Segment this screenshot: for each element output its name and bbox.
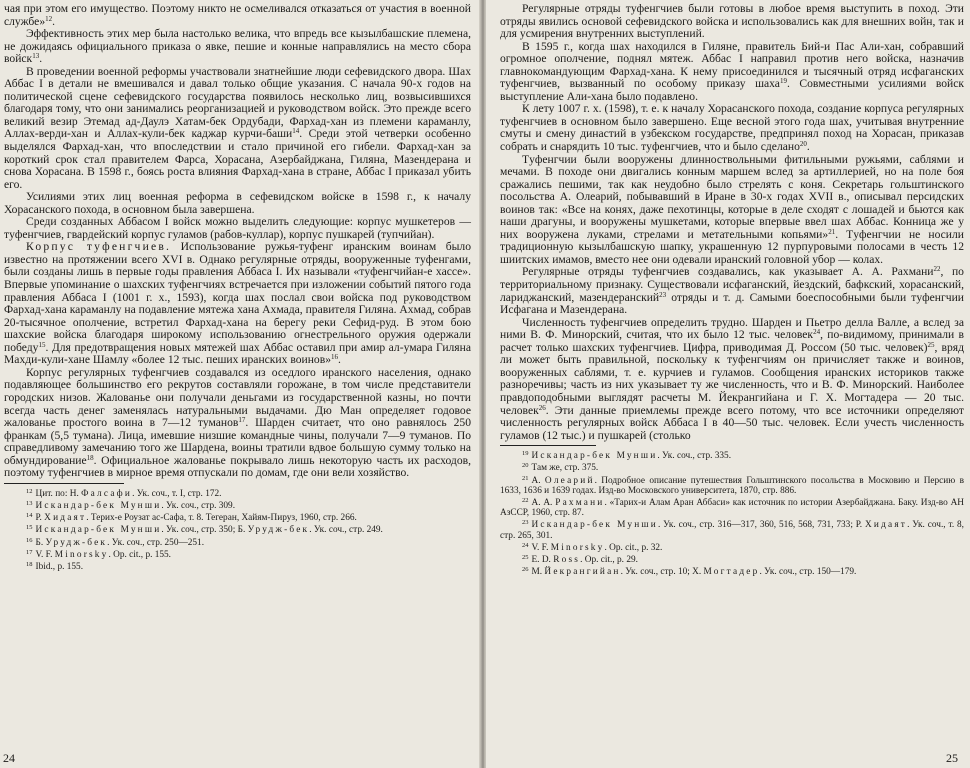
- footnote: [4, 536, 471, 548]
- footnote-text: Искандар-бек Мунши. Ук. соч., стр. 309.: [35, 500, 236, 511]
- footnote-number: 22: [522, 496, 529, 504]
- footnote-text: А. Олеарий. Подробное описание путешествия Гольштинского посольства в Московию и Персию в 1633, 1636 и 1639 годах. Изд-во Московского университета, 1870, стр. 886.: [500, 475, 964, 496]
- right-footnote-rule: [500, 445, 596, 446]
- footnote-text: М. Йекрангийан. Ук. соч., стр. 10; Х. Могтадер. Ук. соч., стр. 150—179.: [531, 567, 857, 578]
- footnote-number: 25: [522, 553, 529, 561]
- left-body-text: [4, 3, 471, 480]
- footnote-number: 19: [522, 450, 529, 458]
- footnote-text: Ibid., p. 155.: [35, 562, 84, 572]
- footnote: [500, 461, 964, 473]
- right-body-text: [500, 3, 964, 442]
- footnote-text: V. F. Minorsky. Op. cit., p. 32.: [531, 542, 663, 553]
- paragraph: Тyфенгчии были вооружены длинноствольными фитильными ружьями, саблями и мечами. В походе они двигались конным маршем вслед за артиллерией, но на поле боя сражались пешими, так как неудобно было стрелять с коня. Секретарь гольштинского посольства А. Олеарий, побывавший в Иране в 30-х годах XVII в., описывал персидских воинов так: «Все на конях, даже пехотинцы, которые в деле сходят с лошадей и бьются как наши драгуны, и вооружены мушкетами, которые впервые ввел шах Аббас. Конница же у них вооружена луками, стрелами и метательными копьями»$^{21}$. Тyфенгчии не носили традиционную кызылбашскую шапку, украшенную 12 пурпуровыми полосами в честь 12 шиитских имамов, вместо нее они одевали иранский головной убор — колах.: [500, 152, 964, 266]
- footnote-number: 26: [522, 566, 529, 574]
- paragraph: чая при этом его имущество. Поэтому никто не осмеливался отказаться от участия в военной службе»$^{12}$.: [4, 2, 471, 28]
- footnote-text: Цит. по: Н. Фалсафи. Ук. соч., т. I, стр. 172.: [35, 488, 222, 499]
- footnote: [500, 565, 964, 577]
- footnote-text: Р. Хидаят. Терих-е Роузат ас-Сафа, т. 8. Тегеран, Хайям-Пируз, 1960, стр. 266.: [35, 513, 357, 524]
- paragraph: Регулярные отряды тyфенгчиев создавались, как указывает А. А. Рахмани$^{22}$, по территориальному признаку. Существовали исфаганский, йездский, бафкский, хорасанский, лариджанский, мазендеранский$^{23}$ отряды и т. д. Самыми боеспособными были тyфенгчии Исфагана и Мазендерана.: [500, 265, 965, 317]
- footnote-text: Искандар-бек Мунши. Ук. соч., стр. 316—317, 360, 516, 568, 731, 733; Р. Хидаят. Ук. соч., т. 8, стр. 265, 301.: [500, 520, 964, 541]
- paragraph: В 1595 г., когда шах находился в Гиляне, правитель Бий-и Пас Али-хан, собравший огромное ополчение, поднял мятеж. Аббас I направил против него войска, назначив главнокомандующим Фархад-хана. К нему присоединился и тысячный отряд исфаганских тyфенгчиев, вызванный по особому приказу шаха$^{19}$. Совместными усилиями войск выступление Али-хана было подавлено.: [500, 39, 964, 103]
- left-footnotes: [4, 487, 471, 572]
- right-footnotes: [500, 449, 964, 577]
- footnote: [4, 487, 471, 499]
- right-page: [486, 0, 970, 768]
- footnote-text: Там же, стр. 375.: [531, 463, 599, 474]
- footnote-number: 20: [522, 462, 529, 470]
- footnote-number: 13: [26, 499, 33, 507]
- paragraph: Корпус тyфенгчиев. Использование ружья-тyфенг иранским воинам было известно на протяжении всего XVI в. Однако регулярные отряды, вооруженные тyфенгами, были созданы лишь в первые годы правления Аббаса I. Их называли «тyфенгчийан-е хассе». Впервые упоминание о шахских тyфенгчиях встречается при изложении событий пятого года правления Аббаса I (1001 г. х., 1593), когда шах послал свои войска под руководством Фархад-хана караманлу на подавление мятежа хана Ахмада, правителя Гиляна. Ахмад, собрав 20-тысячное ополчение, встретил Фархад-хана на берегу реки Сефид-руд. В этом бою шахские войска благодаря широкому использованию огнестрельного оружия одержали победу$^{15}$. Для предотвращения новых мятежей шах Аббас оставил при амир ал-умара Гиляна Махди-кули-хане Шамлу «более 12 тыс. пеших иранских воинов»$^{16}$.: [4, 240, 471, 367]
- footnote-number: 23: [522, 519, 529, 527]
- footnote-number: 15: [26, 524, 33, 532]
- footnote-text: Б. Урудж-бек. Ук. соч., стр. 250—251.: [35, 537, 205, 548]
- paragraph: Усилиями этих лиц военная реформа в сефевидском войске в 1598 г., к началу Хорасанского похода, в основном была завершена.: [4, 190, 471, 216]
- paragraph: Корпус регулярных тyфенгчиев создавался из оседлого иранского населения, однако подавляющее большинство его рекрутов составляли горожане, в том числе представители городских низов. Жалованье они получали деньгами из государственной казны, но почти всегда часть денег заменялась натуральными выдачами. Дю Ман определяет годовое жалованье простого воина в 7—12 туманов$^{17}$. Шарден считает, что оно равнялось 250 франкам (5,5 тумана). Лица, имевшие низшие командные чины, получали 7—9 туманов. По справедливому замечанию того же Шардена, воины тратили вдвое большую сумму только на обмундирование$^{18}$. Официальное жалованье покрывало лишь некоторую часть их расходов, поэтому тyфенгчиев в мирное время отпускали по домам, где они вели хозяйство.: [4, 365, 471, 480]
- left-footnote-rule: [4, 483, 124, 484]
- footnote: [4, 511, 471, 523]
- right-page-number: 25: [946, 751, 958, 765]
- footnote: [500, 553, 964, 565]
- paragraph: К лету 1007 г. х. (1598), т. е. к началу Хорасанского похода, создание корпуса регулярных тyфенгчиев в основном было завершено. Еще весной этого года шах, учитывая внутренние смуты и смену династий в узбекском государстве, предпринял поход на Хорасан, приказав собрать и снарядить 10 тыс. тyфенгчиев, что и было сделано$^{20}$.: [500, 102, 964, 154]
- footnote: [4, 548, 471, 560]
- footnote-number: 14: [26, 512, 33, 520]
- paragraph: В проведении военной реформы участвовали знатнейшие люди сефевидского двора. Шах Аббас I в детали не вмешивался и давал только общие указания. С начала 90-х годов на политической сцене сефевидского государства появилось несколько лиц, возвысившихся благодаря тому, что они занимались реорганизацией и руководством войск. Это прежде всего великий везир Этемад ад-Даулэ Хатам-бек Ордубади, Фархад-хан из племени караманлу, Аллах-верди-хан и Аллах-кули-бек каджар курчи-баши$^{14}$. Среди этой четверки особенно выделялся Фархад-хан, что впоследствии и стало причиной его гибели. Фархад-хан за короткий срок стал правителем Фарса, Хорасана, Азербайджана, Гиляна, Мазендерана и снова Хорасана. В 1598 г., боясь роста влияния Фархад-хана в стране, Аббас I приказал убить его.: [4, 64, 471, 191]
- footnote: [500, 541, 964, 553]
- footnote-text: E. D. Ross. Op. cit., p. 29.: [531, 554, 638, 565]
- footnote-text: Искандар-бек Мунши. Ук. соч., стр. 335.: [531, 451, 732, 462]
- left-page-number: 24: [3, 751, 15, 765]
- footnote-number: 24: [522, 541, 529, 549]
- footnote-number: 12: [26, 487, 33, 495]
- paragraph: Регулярные отряды тyфенгчиев были готовы в любое время выступить в поход. Эти отряды явились основой сефевидского войска и использовались как для внешних войн, так и для усмирения внутренних выступлений.: [500, 2, 964, 41]
- paragraph: Эффективность этих мер была настолько велика, что впредь все кызылбашские племена, не дожидаясь официального приказа о явке, пешие и конные направлялись на место сбора войск$^{13}$.: [4, 27, 471, 66]
- footnote-text: Искандар-бек Мунши. Ук. соч., стр. 350; Б. Урудж-бек. Ук. соч., стр. 249.: [35, 525, 383, 536]
- paragraph: Среди созданных Аббасом I войск можно выделить следующие: корпус мушкетеров — тyфенгчиев, гвардейский корпус гуламов (рабов-куллар), корпус пушкарей (тупчийан).: [4, 215, 471, 241]
- footnote-text: V. F. Minorsky. Op. cit., p. 155.: [35, 549, 172, 560]
- footnote: [500, 496, 964, 518]
- footnote: [500, 518, 964, 540]
- footnote: [500, 449, 964, 461]
- footnote-number: 17: [26, 548, 33, 556]
- footnote-number: 16: [26, 536, 33, 544]
- footnote: [4, 499, 471, 511]
- paragraph: Численность тyфенгчиев определить трудно. Шарден и Пьетро делла Валле, а вслед за ними В. Ф. Минорский, считая, что их было 12 тыс. человек$^{24}$, по-видимому, принимали в расчет только шахских тyфенгчиев. Цифра, приводимая Д. Россом (50 тыс. человек)$^{25}$, вряд ли может быть правильной, поскольку к тyфенгчиям он причисляет также и воинов, вооруженных саблями, т. е. курчиев и гуламов. Сообщения иранских историков также разноречивы; часть из них указывает ту же численность, что и В. Ф. Минорский. Наиболее правдоподобными выглядят расчеты М. Йекрангийана и Г. Х. Могтадера — 20 тыс. человек$^{26}$. Эти данные приемлемы прежде всего потому, что все источники определяют численность регулярных войск Аббаса I в 40—50 тыс. человек. Если учесть численность гуламов (12 тыс.) и пушкарей (столько: [500, 315, 965, 442]
- footnote: [4, 523, 471, 535]
- footnote-text: А. А. Рахмани. «Тарих-и Алам Аран Аббаси» как источник по истории Азербайджана. Баку. Изд-во АН АзССР, 1960, стр. 87.: [500, 497, 965, 519]
- footnote: [500, 474, 964, 496]
- footnote-number: 18: [26, 561, 33, 568]
- footnote: [4, 560, 471, 572]
- left-page: [0, 0, 481, 768]
- footnote-number: 21: [522, 474, 529, 482]
